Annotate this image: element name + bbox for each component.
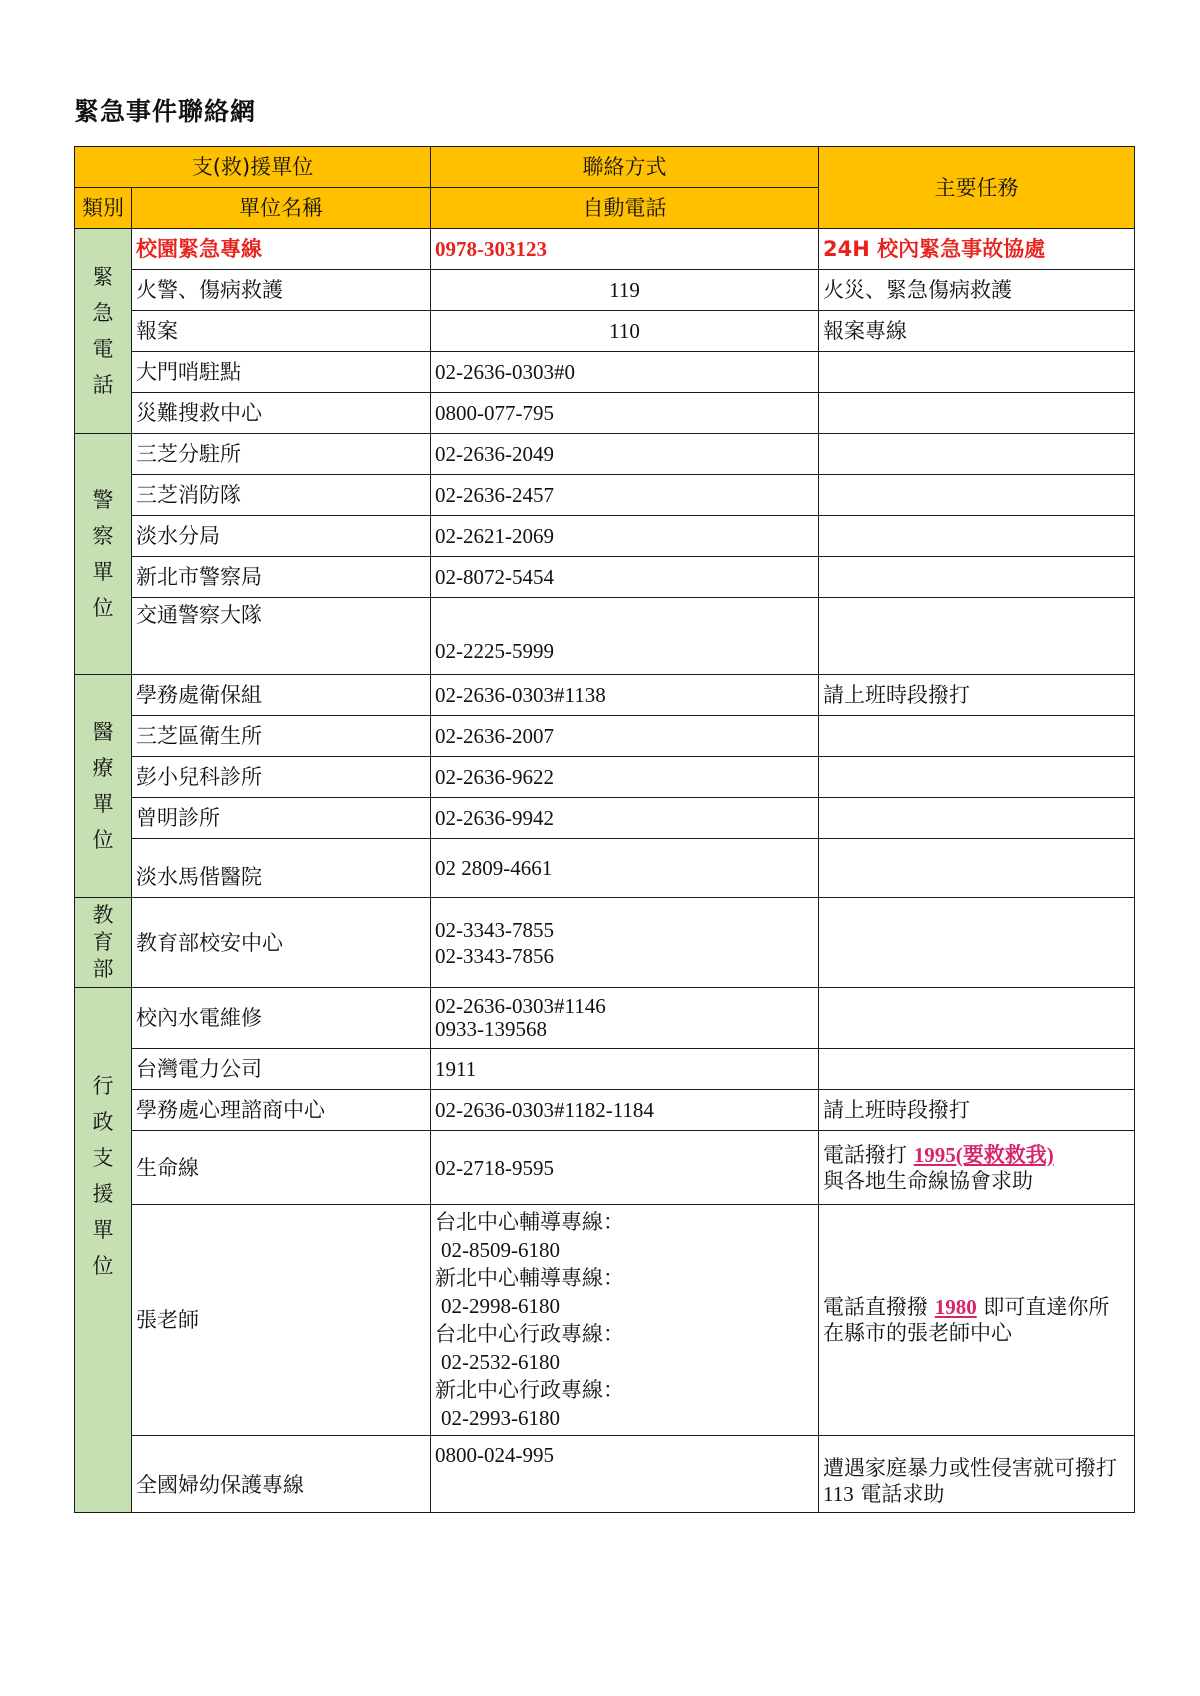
unit-name: 教育部校安中心 — [132, 898, 431, 988]
task — [819, 516, 1135, 557]
table-row — [75, 798, 1135, 839]
unit-name: 交通警察大隊 — [132, 598, 431, 675]
phone: 02 2809-4661 — [431, 839, 819, 898]
table-row — [75, 757, 1135, 798]
header-main-task: 主要任務 — [819, 147, 1135, 229]
task — [819, 757, 1135, 798]
unit-name: 火警、傷病救護 — [132, 270, 431, 311]
table-row — [75, 475, 1135, 516]
category-medical — [75, 675, 132, 898]
table-row — [75, 311, 1135, 352]
hotline-number: 1980 — [934, 1295, 977, 1319]
phone — [431, 898, 819, 988]
category-label: 行政支援單位 — [92, 1074, 114, 1278]
table-row — [75, 229, 1135, 270]
table-row — [75, 393, 1135, 434]
task-text: 與各地生命線協會求助 — [823, 1168, 1034, 1193]
table-row — [75, 898, 1135, 988]
task — [819, 1131, 1135, 1205]
phone: 02-2636-2049 — [431, 434, 819, 475]
header-unit-name: 單位名稱 — [132, 188, 431, 229]
phone: 02-8072-5454 — [431, 557, 819, 598]
table-row — [75, 434, 1135, 475]
task: 請上班時段撥打 — [819, 675, 1135, 716]
phone-line: 02-3343-7856 — [435, 943, 555, 968]
task: 24H 校內緊急事故協處 — [819, 229, 1135, 270]
task — [819, 598, 1135, 675]
header-row-1 — [75, 147, 1135, 188]
table-row — [75, 1131, 1135, 1205]
task-text: 即可直達你所在縣市的張老師中心 — [823, 1295, 1110, 1345]
task — [819, 475, 1135, 516]
table-row — [75, 716, 1135, 757]
table-row — [75, 352, 1135, 393]
phone: 0800-077-795 — [431, 393, 819, 434]
table-row — [75, 988, 1135, 1049]
unit-name: 三芝分駐所 — [132, 434, 431, 475]
page-title: 緊急事件聯絡網 — [74, 97, 257, 126]
category-education — [75, 898, 132, 988]
contact-table — [74, 146, 1135, 1513]
unit-name: 生命線 — [132, 1131, 431, 1205]
task: 請上班時段撥打 — [819, 1090, 1135, 1131]
phone: 02-2636-0303#0 — [431, 352, 819, 393]
task — [819, 798, 1135, 839]
unit-name: 曾明診所 — [132, 798, 431, 839]
task — [819, 988, 1135, 1049]
category-admin — [75, 988, 132, 1513]
task — [819, 393, 1135, 434]
phone: 02-2718-9595 — [431, 1131, 819, 1205]
header-auto-phone: 自動電話 — [431, 188, 819, 229]
unit-name: 三芝消防隊 — [132, 475, 431, 516]
table-row — [75, 1205, 1135, 1436]
phone: 02-2636-9622 — [431, 757, 819, 798]
unit-name: 全國婦幼保護專線 — [132, 1436, 431, 1513]
unit-name: 張老師 — [132, 1205, 431, 1436]
table-row — [75, 270, 1135, 311]
hotline-number: 113 — [823, 1482, 854, 1506]
hotline-number: 1995(要救救我) — [913, 1142, 1054, 1167]
phone: 02-2636-2457 — [431, 475, 819, 516]
task — [819, 839, 1135, 898]
unit-name: 學務處衛保組 — [132, 675, 431, 716]
phone-line: 02-2636-0303#1146 — [435, 994, 606, 1018]
task — [819, 1049, 1135, 1090]
task-text: 電話直撥撥 — [823, 1295, 929, 1319]
line-phone: 02-2998-6180 — [441, 1294, 561, 1318]
phone-line: 0933-139568 — [435, 1017, 548, 1041]
line-label: 台北中心輔導專線： — [435, 1210, 625, 1234]
task — [819, 898, 1135, 988]
task — [819, 1205, 1135, 1436]
task — [819, 1436, 1135, 1513]
task — [819, 557, 1135, 598]
phone: 02-2636-2007 — [431, 716, 819, 757]
unit-name: 大門哨駐點 — [132, 352, 431, 393]
unit-name: 淡水馬偕醫院 — [132, 839, 431, 898]
task: 火災、緊急傷病救護 — [819, 270, 1135, 311]
unit-name: 新北市警察局 — [132, 557, 431, 598]
phone: 02-2225-5999 — [431, 598, 819, 675]
table-row — [75, 675, 1135, 716]
table-row — [75, 598, 1135, 675]
table-row — [75, 1090, 1135, 1131]
table-row — [75, 1436, 1135, 1513]
unit-name: 報案 — [132, 311, 431, 352]
phone: 0978-303123 — [431, 229, 819, 270]
task — [819, 352, 1135, 393]
task-text: 電話求助 — [860, 1482, 945, 1506]
unit-name: 災難搜救中心 — [132, 393, 431, 434]
unit-name: 彭小兒科診所 — [132, 757, 431, 798]
unit-name: 校園緊急專線 — [132, 229, 431, 270]
phone: 0800-024-995 — [431, 1436, 819, 1513]
phone — [431, 988, 819, 1049]
line-phone: 02-2993-6180 — [441, 1406, 561, 1430]
phone: 02-2636-0303#1182-1184 — [431, 1090, 819, 1131]
phone: 110 — [431, 311, 819, 352]
category-label: 緊急電話 — [92, 265, 114, 397]
task — [819, 434, 1135, 475]
header-contact-method: 聯絡方式 — [431, 147, 819, 188]
line-phone: 02-2532-6180 — [441, 1350, 561, 1374]
header-category: 類別 — [75, 188, 132, 229]
line-label: 新北中心行政專線： — [435, 1378, 625, 1402]
task: 報案專線 — [819, 311, 1135, 352]
phone: 119 — [431, 270, 819, 311]
category-label: 警察單位 — [92, 488, 114, 620]
category-label: 醫療單位 — [92, 720, 114, 852]
unit-name: 校內水電維修 — [132, 988, 431, 1049]
phone: 1911 — [431, 1049, 819, 1090]
table-row — [75, 1049, 1135, 1090]
unit-name: 學務處心理諮商中心 — [132, 1090, 431, 1131]
task-text: 電話撥打 — [823, 1142, 908, 1167]
header-support-unit: 支(救)援單位 — [75, 147, 431, 188]
phone-line: 02-3343-7855 — [435, 917, 555, 942]
phone: 02-2621-2069 — [431, 516, 819, 557]
unit-name: 淡水分局 — [132, 516, 431, 557]
table-row — [75, 557, 1135, 598]
line-label: 新北中心輔導專線： — [435, 1266, 625, 1290]
unit-name: 台灣電力公司 — [132, 1049, 431, 1090]
category-emergency — [75, 229, 132, 434]
phone: 02-2636-9942 — [431, 798, 819, 839]
task-text: 遭遇家庭暴力或性侵害就可撥打 — [823, 1456, 1118, 1480]
task — [819, 716, 1135, 757]
line-phone: 02-8509-6180 — [441, 1238, 561, 1262]
category-label: 教育部 — [92, 903, 114, 981]
table-row — [75, 516, 1135, 557]
line-label: 台北中心行政專線： — [435, 1322, 625, 1346]
category-police — [75, 434, 132, 675]
phone: 02-2636-0303#1138 — [431, 675, 819, 716]
phone — [431, 1205, 819, 1436]
unit-name: 三芝區衛生所 — [132, 716, 431, 757]
table-row — [75, 839, 1135, 898]
